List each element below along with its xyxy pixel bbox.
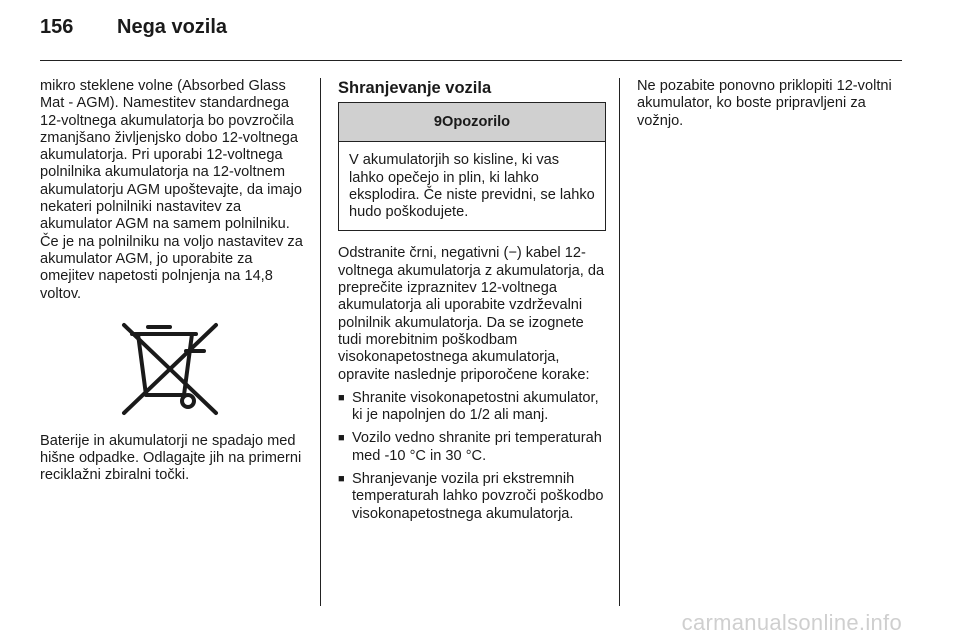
crossed-out-wheelie-bin-icon [118, 321, 222, 417]
page-header [40, 16, 227, 39]
battery-disposal-paragraph: Baterije in akumulatorji ne spadajo med hišne odpadke. Odlagajte jih na primerni reciklažni zbiralni točki. [40, 432, 302, 484]
column-divider-1 [320, 78, 321, 606]
list-item [338, 430, 606, 465]
storage-steps-list [338, 390, 606, 523]
bullet-icon: ■ [338, 432, 345, 445]
storage-instructions-paragraph: Odstranite črni, negativni (−) kabel 12-voltnega akumulatorja z akumulatorja, da preprečite izpraznitev 12-voltnega akumulatorja ali uporabite vzdrževalni polnilnik akumulatorja. Da se izognete tudi morebitnim poškodbam visokonapetostnega akumulatorja, opravite naslednje priporočene korake: [338, 245, 605, 383]
list-item-text: Shranjevanje vozila pri ekstremnih temperaturah lahko povzroči poškodbo visokonapetostnega akumulatorja. [352, 471, 604, 522]
column-1 [40, 78, 306, 485]
bullet-icon: ■ [338, 391, 345, 404]
list-item [338, 471, 606, 523]
reconnect-battery-paragraph: Ne pozabite ponovno priklopiti 12-voltni akumulator, ko boste pripravljeni za vožnjo. [637, 78, 892, 129]
list-item-text: Shranite visokonapetostni akumulator, ki je napolnjen do 1/2 ali manj. [352, 389, 599, 424]
column-2 [338, 80, 606, 529]
page-number: 156 [40, 16, 74, 38]
warning-title: Opozorilo [442, 114, 511, 131]
warning-header [339, 103, 605, 142]
column-divider-2 [619, 78, 620, 606]
list-item [338, 390, 606, 425]
section-title: Shranjevanje vozila [338, 79, 492, 97]
header-divider [40, 60, 902, 61]
watermark: carmanualsonline.info [681, 610, 902, 635]
warning-triangle-icon: 9 [433, 114, 442, 131]
warning-text: V akumulatorjih so kisline, ki vas lahko opečejo in plin, ki lahko eksplodira. Če niste previdni, se lahko hudo poškodujete. [349, 152, 595, 221]
column-3 [637, 78, 903, 130]
agm-battery-paragraph: mikro steklene volne (Absorbed Glass Mat - AGM). Namestitev standardnega 12-voltnega akumulatorja bo povzročila zmanjšano življenjsko dobo 12-voltnega akumulatorja. Pri uporabi 12-voltnega polnilnika akumulatorja na 12-voltnem akumulatorju AGM upoštevajte, da imajo nekateri polnilniki nastavitev za akumulator AGM na samem polnilniku. Če je na polnilniku na voljo nastavitev za akumulator AGM, jo uporabite za omejitev napetosti polnjenja na 14,8 voltov. [40, 78, 303, 302]
list-item-text: Vozilo vedno shranite pri temperaturah med -10 °C in 30 °C. [352, 430, 602, 464]
warning-box [338, 102, 606, 231]
bullet-icon: ■ [338, 473, 345, 486]
page-title: Nega vozila [117, 16, 228, 38]
